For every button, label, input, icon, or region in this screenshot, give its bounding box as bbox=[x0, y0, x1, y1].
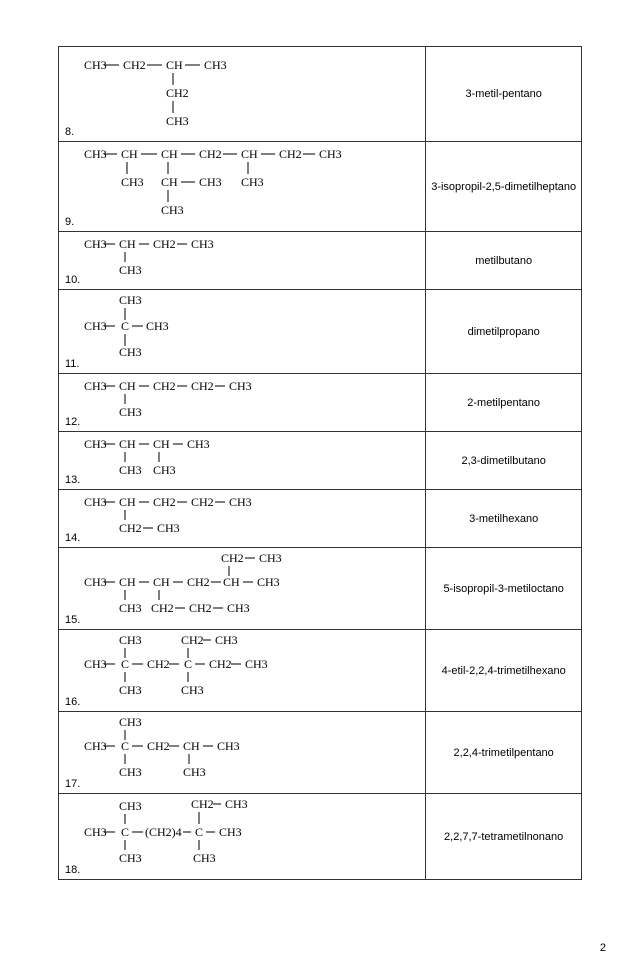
atom: CH bbox=[121, 147, 138, 161]
atom: CH3 bbox=[183, 765, 206, 779]
compounds-table bbox=[58, 46, 582, 880]
atom: CH3 bbox=[219, 825, 242, 839]
atom: CH3 bbox=[84, 575, 107, 589]
atom: CH3 bbox=[229, 379, 252, 393]
structure-cell bbox=[59, 432, 426, 490]
table-row bbox=[59, 47, 582, 142]
row-number: 17. bbox=[65, 778, 81, 790]
structure-cell bbox=[59, 548, 426, 630]
table-row bbox=[59, 630, 582, 712]
atom: CH3 bbox=[157, 521, 180, 535]
atom: CH2 bbox=[123, 58, 146, 72]
atom: CH2 bbox=[153, 379, 176, 393]
atom: CH3 bbox=[199, 175, 222, 189]
atom: C bbox=[121, 657, 130, 671]
atom: CH2 bbox=[181, 633, 204, 647]
table-row bbox=[59, 548, 582, 630]
atom: CH3 bbox=[121, 175, 144, 189]
atom: CH3 bbox=[84, 739, 107, 753]
atom: CH3 bbox=[204, 58, 227, 72]
structure-formula bbox=[59, 290, 427, 374]
compound-name: 2,2,4-trimetilpentano bbox=[426, 712, 582, 794]
atom: CH2 bbox=[153, 495, 176, 509]
atom: CH3 bbox=[319, 147, 342, 161]
row-number: 9. bbox=[65, 216, 75, 228]
structure-cell bbox=[59, 142, 426, 232]
atom: CH3 bbox=[259, 551, 282, 565]
atom: CH3 bbox=[217, 739, 240, 753]
structure-cell bbox=[59, 712, 426, 794]
atom: CH3 bbox=[229, 495, 252, 509]
structure-formula bbox=[59, 432, 427, 490]
atom: CH bbox=[223, 575, 240, 589]
structure-formula bbox=[59, 548, 427, 630]
atom: CH2 bbox=[221, 551, 244, 565]
atom: CH bbox=[241, 147, 258, 161]
atom: CH3 bbox=[119, 405, 142, 419]
atom: CH3 bbox=[187, 437, 210, 451]
structure-cell bbox=[59, 630, 426, 712]
row-number: 18. bbox=[65, 864, 81, 876]
row-number: 14. bbox=[65, 532, 81, 544]
compound-name: dimetilpropano bbox=[426, 290, 582, 374]
atom: CH3 bbox=[241, 175, 264, 189]
table-row bbox=[59, 290, 582, 374]
row-number: 10. bbox=[65, 274, 81, 286]
atom: CH3 bbox=[215, 633, 238, 647]
compound-name: 2,2,7,7-tetrametilnonano bbox=[426, 794, 582, 880]
atom: CH2 bbox=[153, 237, 176, 251]
atom: CH2 bbox=[199, 147, 222, 161]
compound-name: 3-isopropil-2,5-dimetilheptano bbox=[426, 142, 582, 232]
atom: CH3 bbox=[245, 657, 268, 671]
atom: CH2 bbox=[147, 657, 170, 671]
compound-name: 3-metil-pentano bbox=[426, 47, 582, 142]
atom: CH3 bbox=[193, 851, 216, 865]
atom: CH2 bbox=[189, 601, 212, 615]
atom: CH3 bbox=[225, 797, 248, 811]
atom: C bbox=[195, 825, 204, 839]
atom: CH bbox=[119, 437, 136, 451]
atom: CH3 bbox=[119, 715, 142, 729]
table-row bbox=[59, 712, 582, 794]
structure-formula bbox=[59, 232, 427, 290]
atom: CH bbox=[153, 437, 170, 451]
atom: CH3 bbox=[84, 147, 107, 161]
atom: CH2 bbox=[279, 147, 302, 161]
atom: CH2 bbox=[166, 86, 189, 100]
table-row bbox=[59, 374, 582, 432]
atom: CH2 bbox=[187, 575, 210, 589]
compound-name: metilbutano bbox=[426, 232, 582, 290]
table-row bbox=[59, 142, 582, 232]
atom: CH3 bbox=[161, 203, 184, 217]
atom: CH3 bbox=[119, 463, 142, 477]
table-row bbox=[59, 490, 582, 548]
atom: CH bbox=[119, 237, 136, 251]
atom: CH bbox=[166, 58, 183, 72]
atom: CH3 bbox=[119, 851, 142, 865]
structure-formula bbox=[59, 142, 427, 232]
structure-cell bbox=[59, 794, 426, 880]
atom: CH bbox=[161, 147, 178, 161]
structure-formula bbox=[59, 47, 427, 142]
structure-formula bbox=[59, 374, 427, 432]
atom: CH3 bbox=[84, 495, 107, 509]
atom: CH3 bbox=[119, 683, 142, 697]
row-number: 12. bbox=[65, 416, 81, 428]
atom: CH3 bbox=[166, 114, 189, 128]
atom: C bbox=[121, 739, 130, 753]
compound-name: 3-metilhexano bbox=[426, 490, 582, 548]
atom: CH3 bbox=[84, 58, 107, 72]
atom: CH3 bbox=[146, 319, 169, 333]
row-number: 16. bbox=[65, 696, 81, 708]
compound-name: 4-etil-2,2,4-trimetilhexano bbox=[426, 630, 582, 712]
structure-formula bbox=[59, 490, 427, 548]
atom: CH2 bbox=[191, 379, 214, 393]
atom: CH bbox=[119, 379, 136, 393]
table-row bbox=[59, 432, 582, 490]
atom: CH3 bbox=[84, 437, 107, 451]
atom: CH bbox=[153, 575, 170, 589]
atom: C bbox=[121, 825, 130, 839]
atom: CH3 bbox=[84, 237, 107, 251]
atom: CH bbox=[119, 575, 136, 589]
atom: CH3 bbox=[119, 799, 142, 813]
row-number: 11. bbox=[65, 358, 80, 370]
structure-cell bbox=[59, 374, 426, 432]
structure-formula bbox=[59, 712, 427, 794]
atom: CH bbox=[183, 739, 200, 753]
compound-name: 2,3-dimetilbutano bbox=[426, 432, 582, 490]
compound-name: 5-isopropil-3-metiloctano bbox=[426, 548, 582, 630]
atom: CH3 bbox=[119, 345, 142, 359]
structure-cell bbox=[59, 490, 426, 548]
atom: C bbox=[121, 319, 130, 333]
atom: CH3 bbox=[119, 765, 142, 779]
atom: CH3 bbox=[119, 633, 142, 647]
row-number: 8. bbox=[65, 126, 75, 138]
structure-formula bbox=[59, 630, 427, 712]
atom: CH2 bbox=[191, 797, 214, 811]
structure-cell bbox=[59, 47, 426, 142]
atom: CH2 bbox=[191, 495, 214, 509]
atom: CH3 bbox=[84, 825, 107, 839]
atom: CH bbox=[119, 495, 136, 509]
structure-formula bbox=[59, 794, 427, 880]
compound-name: 2-metilpentano bbox=[426, 374, 582, 432]
atom: CH3 bbox=[119, 263, 142, 277]
atom: CH3 bbox=[84, 319, 107, 333]
atom: CH3 bbox=[153, 463, 176, 477]
atom: C bbox=[184, 657, 193, 671]
atom: CH3 bbox=[257, 575, 280, 589]
atom: CH2 bbox=[209, 657, 232, 671]
page-number: 2 bbox=[599, 942, 606, 954]
atom: CH3 bbox=[119, 293, 142, 307]
atom: CH2 bbox=[151, 601, 174, 615]
atom: CH3 bbox=[84, 379, 107, 393]
structure-cell bbox=[59, 232, 426, 290]
table-row bbox=[59, 794, 582, 880]
atom: CH3 bbox=[227, 601, 250, 615]
row-number: 13. bbox=[65, 474, 81, 486]
row-number: 15. bbox=[65, 614, 81, 626]
atom: CH bbox=[161, 175, 178, 189]
atom: CH2 bbox=[119, 521, 142, 535]
atom: CH3 bbox=[181, 683, 204, 697]
atom: CH3 bbox=[119, 601, 142, 615]
atom: CH2 bbox=[147, 739, 170, 753]
atom: CH3 bbox=[84, 657, 107, 671]
table-row bbox=[59, 232, 582, 290]
atom: CH3 bbox=[191, 237, 214, 251]
structure-cell bbox=[59, 290, 426, 374]
atom: (CH2)4 bbox=[145, 825, 182, 839]
